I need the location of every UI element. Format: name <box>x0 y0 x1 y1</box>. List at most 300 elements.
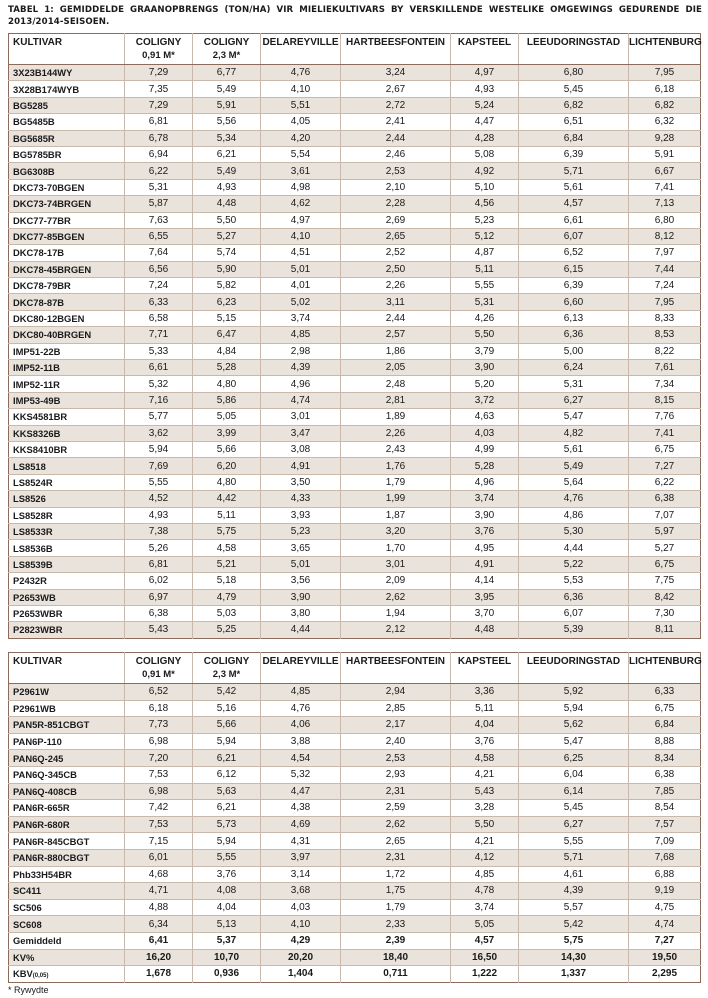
yield-value: 3,80 <box>261 605 341 621</box>
yield-value: 7,85 <box>629 783 701 800</box>
yield-value: 6,14 <box>519 783 629 800</box>
yield-value: 7,41 <box>629 425 701 441</box>
yield-value: 5,74 <box>193 245 261 261</box>
cultivar-name: PAN6Q-408CB <box>9 783 125 800</box>
yield-value: 3,99 <box>193 425 261 441</box>
yield-value: 6,38 <box>125 605 193 621</box>
yield-value: 6,27 <box>519 392 629 408</box>
table-row <box>9 278 701 294</box>
header-coligny-1: COLIGNY <box>125 34 193 51</box>
yield-value: 3,74 <box>451 899 519 916</box>
yield-value: 5,87 <box>125 196 193 212</box>
cultivar-name: PAN6R-880CBGT <box>9 849 125 866</box>
yield-value: 4,47 <box>261 783 341 800</box>
table-row <box>9 327 701 343</box>
yield-value: 6,61 <box>519 212 629 228</box>
cv-value: 18,40 <box>341 949 451 966</box>
yield-value: 7,57 <box>629 816 701 833</box>
yield-value: 6,36 <box>519 327 629 343</box>
cultivar-name: DKC73-70BGEN <box>9 179 125 195</box>
yield-value: 3,76 <box>193 866 261 883</box>
yield-value: 5,21 <box>193 556 261 572</box>
yield-value: 5,47 <box>519 733 629 750</box>
yield-value: 4,48 <box>451 622 519 638</box>
cultivar-name: KKS4581BR <box>9 409 125 425</box>
cultivar-name: SC506 <box>9 899 125 916</box>
yield-value: 3,79 <box>451 343 519 359</box>
yield-value: 7,95 <box>629 294 701 310</box>
yield-value: 1,79 <box>341 899 451 916</box>
cultivar-name: PAN5R-851CBGT <box>9 717 125 734</box>
yield-value: 5,75 <box>193 523 261 539</box>
average-value: 6,41 <box>125 932 193 949</box>
yield-value: 4,04 <box>193 899 261 916</box>
table-row <box>9 589 701 605</box>
average-value: 5,75 <box>519 932 629 949</box>
yield-value: 4,14 <box>451 573 519 589</box>
yield-value: 5,30 <box>519 523 629 539</box>
yield-value: 5,86 <box>193 392 261 408</box>
cultivar-name: LS8524R <box>9 474 125 490</box>
yield-value: 6,04 <box>519 766 629 783</box>
yield-value: 4,06 <box>261 717 341 734</box>
yield-value: 6,07 <box>519 228 629 244</box>
yield-value: 4,03 <box>261 899 341 916</box>
header-row-width-2: 2,3 M* <box>193 669 261 684</box>
table-row <box>9 360 701 376</box>
yield-value: 4,88 <box>125 899 193 916</box>
yield-value: 6,80 <box>629 212 701 228</box>
yield-value: 1,76 <box>341 458 451 474</box>
average-row <box>9 932 701 949</box>
yield-value: 5,24 <box>451 97 519 113</box>
cultivar-name: LS8528R <box>9 507 125 523</box>
yield-value: 8,53 <box>629 327 701 343</box>
cv-value: 10,70 <box>193 949 261 966</box>
yield-value: 4,78 <box>451 883 519 900</box>
yield-value: 2,72 <box>341 97 451 113</box>
yield-value: 3,90 <box>451 360 519 376</box>
yield-value: 7,68 <box>629 849 701 866</box>
yield-value: 7,07 <box>629 507 701 523</box>
yield-value: 5,32 <box>125 376 193 392</box>
yield-value: 6,22 <box>629 474 701 490</box>
cultivar-name: DKC78-87B <box>9 294 125 310</box>
yield-value: 9,19 <box>629 883 701 900</box>
yield-value: 5,31 <box>125 179 193 195</box>
yield-value: 4,74 <box>629 916 701 933</box>
table-row <box>9 684 701 701</box>
yield-value: 4,47 <box>451 114 519 130</box>
cultivar-name: IMP52-11R <box>9 376 125 392</box>
cultivar-name: PAN6P-110 <box>9 733 125 750</box>
cultivar-name: LS8536B <box>9 540 125 556</box>
cultivar-name: P2432R <box>9 573 125 589</box>
yield-value: 6,23 <box>193 294 261 310</box>
header-kultivar: KULTIVAR <box>13 655 63 667</box>
yield-value: 4,31 <box>261 833 341 850</box>
cultivar-name: P2653WB <box>9 589 125 605</box>
yield-value: 3,88 <box>261 733 341 750</box>
yield-value: 6,75 <box>629 441 701 457</box>
yield-value: 3,20 <box>341 523 451 539</box>
yield-value: 4,62 <box>261 196 341 212</box>
yield-value: 4,51 <box>261 245 341 261</box>
yield-value: 5,42 <box>193 684 261 701</box>
yield-value: 1,89 <box>341 409 451 425</box>
table-row <box>9 899 701 916</box>
yield-value: 6,07 <box>519 605 629 621</box>
yield-value: 6,98 <box>125 783 193 800</box>
yield-value: 4,63 <box>451 409 519 425</box>
yield-value: 2,53 <box>341 750 451 767</box>
yield-value: 6,18 <box>629 81 701 97</box>
yield-value: 7,73 <box>125 717 193 734</box>
yield-value: 6,75 <box>629 556 701 572</box>
yield-value: 5,57 <box>519 899 629 916</box>
table-row <box>9 146 701 162</box>
yield-value: 7,69 <box>125 458 193 474</box>
yield-value: 5,11 <box>451 700 519 717</box>
yield-value: 6,21 <box>193 750 261 767</box>
yield-value: 7,29 <box>125 65 193 81</box>
yield-value: 4,48 <box>193 196 261 212</box>
yield-value: 3,70 <box>451 605 519 621</box>
cultivar-name: P2961WB <box>9 700 125 717</box>
footnote: * Rywydte <box>8 985 49 995</box>
lsd-value: 1,678 <box>125 966 193 983</box>
yield-value: 5,39 <box>519 622 629 638</box>
yield-value: 5,63 <box>193 783 261 800</box>
yield-value: 2,41 <box>341 114 451 130</box>
yield-value: 2,44 <box>341 130 451 146</box>
yield-value: 1,86 <box>341 343 451 359</box>
yield-value: 5,64 <box>519 474 629 490</box>
yield-value: 4,74 <box>261 392 341 408</box>
yield-value: 2,26 <box>341 425 451 441</box>
yield-value: 7,95 <box>629 65 701 81</box>
yield-value: 3,50 <box>261 474 341 490</box>
yield-value: 3,24 <box>341 65 451 81</box>
yield-value: 2,85 <box>341 700 451 717</box>
cultivar-name: BG5685R <box>9 130 125 146</box>
yield-value: 5,42 <box>519 916 629 933</box>
yield-value: 5,49 <box>193 163 261 179</box>
yield-value: 2,94 <box>341 684 451 701</box>
table-row <box>9 622 701 638</box>
lsd-label-subscript: (0,05) <box>32 973 49 980</box>
yield-value: 6,39 <box>519 278 629 294</box>
yield-value: 7,13 <box>629 196 701 212</box>
cultivar-name: KKS8326B <box>9 425 125 441</box>
yield-value: 2,62 <box>341 816 451 833</box>
yield-value: 6,33 <box>125 294 193 310</box>
yield-value: 3,76 <box>451 733 519 750</box>
table-row <box>9 228 701 244</box>
cultivar-name: SC608 <box>9 916 125 933</box>
yield-value: 5,43 <box>451 783 519 800</box>
cultivar-name: LS8526 <box>9 491 125 507</box>
cv-value: 16,50 <box>451 949 519 966</box>
table-row <box>9 883 701 900</box>
lsd-value: 1,222 <box>451 966 519 983</box>
yield-value: 3,72 <box>451 392 519 408</box>
yield-value: 5,20 <box>451 376 519 392</box>
yield-value: 6,34 <box>125 916 193 933</box>
table-row <box>9 833 701 850</box>
yield-value: 6,20 <box>193 458 261 474</box>
yield-value: 5,56 <box>193 114 261 130</box>
yield-value: 5,23 <box>451 212 519 228</box>
yield-value: 2,98 <box>261 343 341 359</box>
yield-value: 1,94 <box>341 605 451 621</box>
yield-value: 7,35 <box>125 81 193 97</box>
yield-value: 5,11 <box>193 507 261 523</box>
cultivar-name: IMP53-49B <box>9 392 125 408</box>
yield-value: 1,75 <box>341 883 451 900</box>
yield-value: 4,58 <box>451 750 519 767</box>
yield-value: 5,01 <box>261 261 341 277</box>
yield-value: 3,14 <box>261 866 341 883</box>
cultivar-name: DKC80-40BRGEN <box>9 327 125 343</box>
yield-value: 7,42 <box>125 800 193 817</box>
yield-value: 4,04 <box>451 717 519 734</box>
yield-value: 5,55 <box>519 833 629 850</box>
yield-value: 6,47 <box>193 327 261 343</box>
yield-value: 4,93 <box>451 81 519 97</box>
yield-value: 5,71 <box>519 163 629 179</box>
yield-value: 3,93 <box>261 507 341 523</box>
yield-value: 5,08 <box>451 146 519 162</box>
yield-value: 4,69 <box>261 816 341 833</box>
cultivar-name: BG5485B <box>9 114 125 130</box>
yield-value: 2,26 <box>341 278 451 294</box>
average-value: 4,57 <box>451 932 519 949</box>
table-row <box>9 556 701 572</box>
yield-value: 5,61 <box>519 441 629 457</box>
yield-value: 5,92 <box>519 684 629 701</box>
yield-value: 4,82 <box>519 425 629 441</box>
cultivar-name: DKC77-85BGEN <box>9 228 125 244</box>
yield-value: 7,24 <box>125 278 193 294</box>
yield-value: 6,38 <box>629 491 701 507</box>
cultivar-name: LS8533R <box>9 523 125 539</box>
yield-value: 5,01 <box>261 556 341 572</box>
cultivar-name: IMP52-11B <box>9 360 125 376</box>
table-row <box>9 343 701 359</box>
yield-value: 7,44 <box>629 261 701 277</box>
yield-value: 5,97 <box>629 523 701 539</box>
yield-value: 4,98 <box>261 179 341 195</box>
yield-value: 7,24 <box>629 278 701 294</box>
header-delareyville: DELAREYVILLE <box>261 34 341 51</box>
yield-value: 5,71 <box>519 849 629 866</box>
yield-value: 7,30 <box>629 605 701 621</box>
yield-value: 5,00 <box>519 343 629 359</box>
yield-value: 6,98 <box>125 733 193 750</box>
yield-value: 6,60 <box>519 294 629 310</box>
yield-value: 5,55 <box>193 849 261 866</box>
yield-value: 2,65 <box>341 833 451 850</box>
yield-value: 5,49 <box>519 458 629 474</box>
yield-value: 3,01 <box>341 556 451 572</box>
yield-value: 4,08 <box>193 883 261 900</box>
yield-value: 5,73 <box>193 816 261 833</box>
yield-value: 5,62 <box>519 717 629 734</box>
yield-value: 6,24 <box>519 360 629 376</box>
yield-value: 4,97 <box>261 212 341 228</box>
yield-value: 5,28 <box>451 458 519 474</box>
yield-value: 6,25 <box>519 750 629 767</box>
yield-value: 6,52 <box>125 684 193 701</box>
yield-value: 4,76 <box>261 65 341 81</box>
header-row-width-1: 0,91 M* <box>125 50 193 65</box>
table-row <box>9 733 701 750</box>
yield-value: 5,50 <box>193 212 261 228</box>
yield-value: 5,53 <box>519 573 629 589</box>
yield-value: 5,11 <box>451 261 519 277</box>
cultivar-name: 3X28B174WYB <box>9 81 125 97</box>
cultivar-name: KKS8410BR <box>9 441 125 457</box>
yield-value: 2,57 <box>341 327 451 343</box>
lsd-value: 0,711 <box>341 966 451 983</box>
table-caption: TABEL 1: GEMIDDELDE GRAANOPBRENGS (TON/HA) VIR MIELIEKULTIVARS BY VERSKILLENDE WESTELIKE OMGEWINGS GEDURENDE DIE 2013/2014-SEISOEN. <box>8 5 702 27</box>
yield-value: 7,63 <box>125 212 193 228</box>
yield-value: 6,02 <box>125 573 193 589</box>
table-row <box>9 849 701 866</box>
cv-row <box>9 949 701 966</box>
yield-value: 3,36 <box>451 684 519 701</box>
yield-value: 3,76 <box>451 523 519 539</box>
yield-value: 5,25 <box>193 622 261 638</box>
yield-value: 4,85 <box>451 866 519 883</box>
yield-value: 2,93 <box>341 766 451 783</box>
yield-value: 1,87 <box>341 507 451 523</box>
average-value: 4,29 <box>261 932 341 949</box>
yield-value: 5,66 <box>193 441 261 457</box>
yield-value: 6,18 <box>125 700 193 717</box>
yield-value: 4,05 <box>261 114 341 130</box>
yield-value: 5,45 <box>519 81 629 97</box>
yield-value: 4,99 <box>451 441 519 457</box>
header-row-width-2: 2,3 M* <box>193 50 261 65</box>
yield-value: 4,52 <box>125 491 193 507</box>
cultivar-name: DKC80-12BGEN <box>9 310 125 326</box>
yield-value: 6,61 <box>125 360 193 376</box>
yield-value: 2,48 <box>341 376 451 392</box>
yield-value: 3,90 <box>451 507 519 523</box>
table-row <box>9 605 701 621</box>
yield-value: 3,74 <box>261 310 341 326</box>
yield-table-2 <box>8 652 700 983</box>
yield-value: 6,51 <box>519 114 629 130</box>
yield-value: 2,31 <box>341 783 451 800</box>
yield-value: 6,82 <box>629 97 701 113</box>
lsd-value: 2,295 <box>629 966 701 983</box>
yield-value: 8,54 <box>629 800 701 817</box>
yield-value: 2,09 <box>341 573 451 589</box>
header-row-width-1: 0,91 M* <box>125 669 193 684</box>
yield-value: 5,45 <box>519 800 629 817</box>
yield-value: 7,34 <box>629 376 701 392</box>
yield-value: 4,91 <box>451 556 519 572</box>
yield-table-1 <box>8 33 700 639</box>
yield-value: 4,58 <box>193 540 261 556</box>
table-row <box>9 65 701 81</box>
yield-value: 8,34 <box>629 750 701 767</box>
cultivar-name: P2961W <box>9 684 125 701</box>
yield-value: 5,02 <box>261 294 341 310</box>
yield-value: 6,84 <box>629 717 701 734</box>
yield-value: 6,81 <box>125 556 193 572</box>
cv-value: 16,20 <box>125 949 193 966</box>
yield-table-1-body <box>9 65 701 639</box>
yield-value: 6,36 <box>519 589 629 605</box>
yield-value: 5,55 <box>451 278 519 294</box>
yield-value: 3,28 <box>451 800 519 817</box>
yield-value: 4,85 <box>261 327 341 343</box>
yield-value: 4,21 <box>451 833 519 850</box>
table-row <box>9 212 701 228</box>
header-lichtenburg: LICHTENBURG <box>629 34 701 51</box>
table-row <box>9 409 701 425</box>
table-row <box>9 163 701 179</box>
yield-value: 5,15 <box>193 310 261 326</box>
yield-value: 4,39 <box>519 883 629 900</box>
yield-value: 2,40 <box>341 733 451 750</box>
yield-value: 4,93 <box>125 507 193 523</box>
yield-value: 6,80 <box>519 65 629 81</box>
cultivar-name: SC411 <box>9 883 125 900</box>
yield-value: 8,11 <box>629 622 701 638</box>
table-row <box>9 441 701 457</box>
table-row <box>9 750 701 767</box>
cultivar-name: PAN6R-665R <box>9 800 125 817</box>
cultivar-name: Phb33H54BR <box>9 866 125 883</box>
yield-value: 5,22 <box>519 556 629 572</box>
yield-value: 7,38 <box>125 523 193 539</box>
yield-value: 3,47 <box>261 425 341 441</box>
yield-value: 5,13 <box>193 916 261 933</box>
yield-value: 7,09 <box>629 833 701 850</box>
yield-value: 2,50 <box>341 261 451 277</box>
table-row <box>9 474 701 490</box>
cultivar-name: DKC77-77BR <box>9 212 125 228</box>
yield-value: 5,34 <box>193 130 261 146</box>
cultivar-name: DKC78-17B <box>9 245 125 261</box>
cultivar-name: PAN6Q-245 <box>9 750 125 767</box>
yield-value: 4,75 <box>629 899 701 916</box>
yield-value: 6,58 <box>125 310 193 326</box>
cultivar-name: LS8518 <box>9 458 125 474</box>
yield-value: 5,10 <box>451 179 519 195</box>
yield-value: 5,55 <box>125 474 193 490</box>
yield-value: 4,28 <box>451 130 519 146</box>
cultivar-name: DKC78-45BRGEN <box>9 261 125 277</box>
yield-value: 4,80 <box>193 376 261 392</box>
yield-value: 5,50 <box>451 327 519 343</box>
yield-value: 5,23 <box>261 523 341 539</box>
average-value: 5,37 <box>193 932 261 949</box>
header-leeudoringstad: LEEUDORINGSTAD <box>519 653 629 670</box>
yield-value: 5,31 <box>451 294 519 310</box>
yield-value: 4,57 <box>519 196 629 212</box>
yield-value: 3,97 <box>261 849 341 866</box>
yield-value: 5,94 <box>193 733 261 750</box>
yield-value: 5,26 <box>125 540 193 556</box>
yield-value: 5,12 <box>451 228 519 244</box>
yield-value: 4,71 <box>125 883 193 900</box>
